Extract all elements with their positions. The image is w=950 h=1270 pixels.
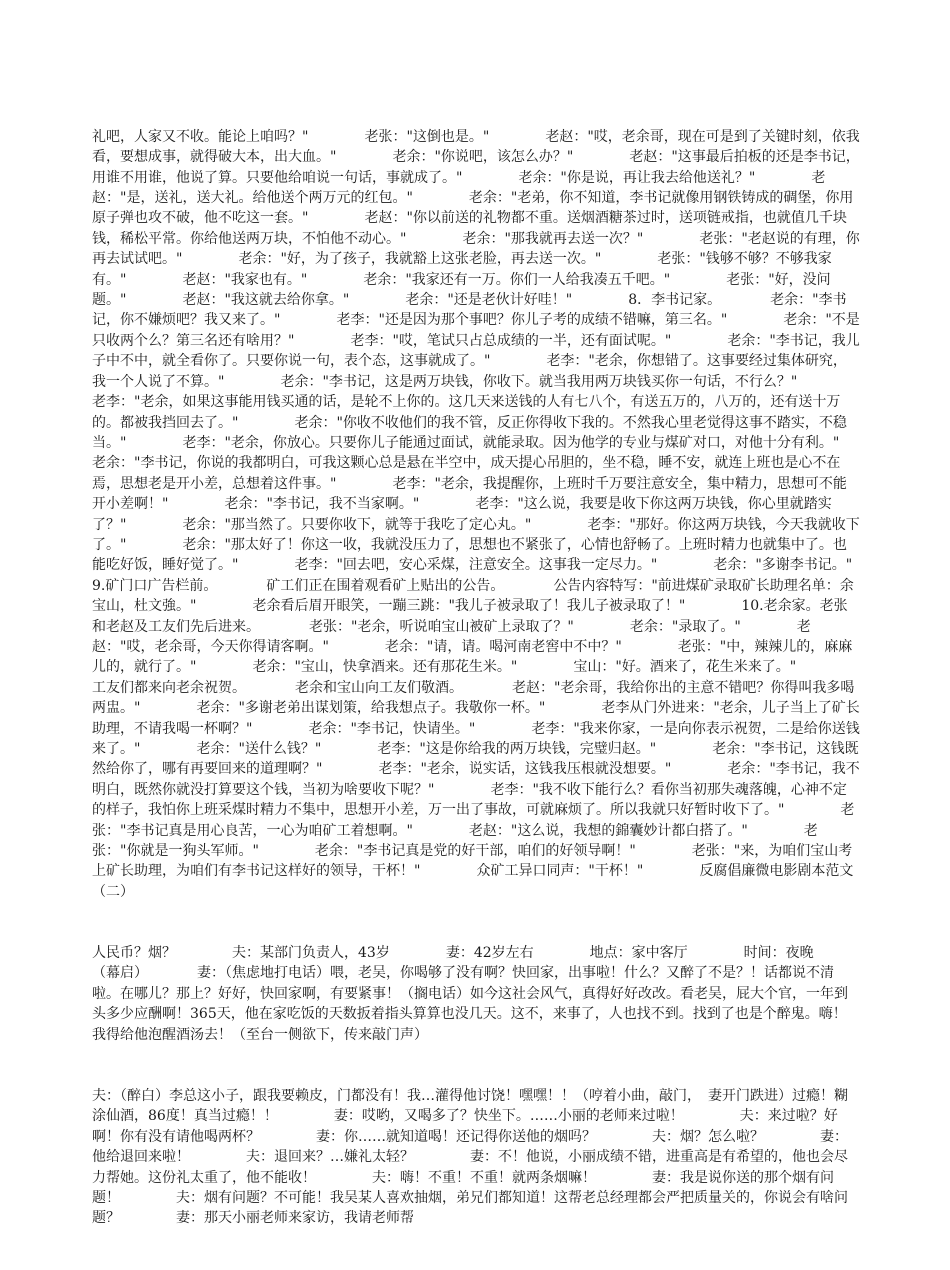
- paragraph-3: 夫：（醉白）李总这小子，跟我要赖皮，门都没有！我…灌得他讨饶！嘿嘿！！（哼着小曲，敲门， 妻开门跌进）过瘾！糊涂仙酒，86度！真当过瘾！！ 妻：哎哟，又喝多了？快坐下。……小丽的老师来过啦！ 夫：来过啦？好啊！你有没有请他喝两杯？ 妻：你……就知道喝！还记得你送他的烟吗？ 夫：烟？怎么啦？ 妻：他给退回来啦！ 夫：退回来？…嫌礼太轻？ 妻：不！他说，小丽成绩不错，进重高是有希望的，他也会尽力帮她。这份礼太重了，他不能收！ 夫：嗨！不重！不重！就两条烟嘛！ 妻：我是说你送的那个烟有问题！ 夫：烟有问题？不可能！我吴某人喜欢抽烟，弟兄们都知道！这帮老总经理都会严把质量关的，你说会有啥问题？ 妻：那天小丽老师来家访，我请老师帮: [92, 1087, 848, 1227]
- script-text: [92, 86, 909, 1227]
- paragraph-1: 礼吧，人家又不收。能论上咱吗？" 老张："这倒也是。" 老赵："哎，老余哥，现在可是到了关键时刻，依我看，要想成事，就得破大本，出大血。" 老余："你说吧，该怎么办？" 老赵："这事最后拍板的还是李书记，用谁不用谁，他说了算。只要他给咱说一句话，事就成了。" 老余："你是说，再让我去给他送礼？" 老赵："是，送礼，送大礼。给他送个两万元的红包。" 老余："老弟，你不知道，李书记就像用钢铁铸成的碉堡，你用原子弹也攻不破，他不吃这一套。" 老赵："你以前送的礼物都不重。送烟酒糖茶过时，送项链戒指，也就值几千块钱，稀松平常。你给他送两万块，不怕他不动心。" 老余："那我就再去送一次？" 老张："老赵说的有理，你再去试试吧。" 老余："好，为了孩子，我就豁上这张老脸，再去送一次。" 老张："钱够不够？不够我家有。" 老赵："我家也有。" 老余："我家还有一万。你们一人给我凑五千吧。" 老张："好，没问题。" 老赵："我这就去给你拿。" 老余："还是老伙计好哇！" 8．李书记家。 老余："李书记，你不嫌烦吧？我又来了。" 老李："还是因为那个事吧？你儿子考的成绩不错嘛，第三名。" 老余："不是只收两个么？第三名还有啥用？" 老李："哎，笔试只占总成绩的一半，还有面试呢。" 老余："李书记，我儿子中不中，就全看你了。只要你说一句，表个态，这事就成了。" 老李："老余，你想错了。这事要经过集体研究，我一个人说了不算。" 老余："李书记，这是两万块钱，你收下。就当我用两万块钱买你一句话，不行么？" 老李："老余，如果这事能用钱买通的话，是轮不上你的。这几天来送钱的人有七八个，有送五万的，八万的，还有送十万的。都被我挡回去了。" 老余："你收不收他们的我不管，反正你得收下我的。不然我心里老觉得这事不踏实，不稳当。" 老李："老余，你放心。只要你儿子能通过面试，就能录取。因为他学的专业与煤矿对口，对他十分有利。" 老余："李书记，你说的我都明白，可我这颗心总是悬在半空中，成天提心吊胆的，坐不稳，睡不安，就连上班也是心不在焉，思想老是开小差，总想着这件事。" 老李："老余，我提醒你，上班时千万要注意安全，集中精力，思想可不能开小差啊！" 老余："李书记，我不当家啊。" 老李："这么说，我要是收下你这两万块钱，你心里就踏实了？" 老余："那当然了。只要你收下，就等于我吃了定心丸。" 老李："那好。你这两万块钱，今天我就收下了。" 老余："那太好了！你这一收，我就没压力了，思想也不紧张了，心情也舒畅了。上班时精力也就集中了。也能吃好饭，睡好觉了。" 老李："回去吧，安心采煤，注意安全。这事我一定尽力。" 老余："多谢李书记。" 9.矿门口广告栏前。 矿工们正在围着观看矿上贴出的公告。 公告内容特写："前进煤矿录取矿长助理名单：余宝山，杜文強。" 老余看后眉开眼笑，一蹦三跳："我儿子被录取了！我儿子被录取了！" 10.老余家。老张和老赵及工友们先后进来。 老张："老余，听说咱宝山被矿上录取了？" 老余："录取了。" 老赵："哎，老余哥，今天你得请客啊。" 老余："请，请。喝河南老窖中不中？" 老张："中，辣辣儿的，麻麻儿的，就行了。" 老余："宝山，快拿酒来。还有那花生米。" 宝山："好。酒来了，花生米来了。" 工友们都来向老余祝贺。 老余和宝山向工友们敬酒。 老赵："老余哥，我给你出的主意不错吧？你得叫我多喝两盅。" 老余："多谢老弟出谋划策，给我想点子。我敬你一杯。" 老李从门外进来："老余，儿子当上了矿长助理，不请我喝一杯啊？" 老余："李书记，快请坐。" 老李："我来你家，一是向你表示祝贺，二是给你送钱来了。" 老余："送什么钱？" 老李："这是你给我的两万块钱，完璧归赵。" 老余："李书记，这钱既然给你了，哪有再要回来的道理啊？" 老李："老余，说实话，这钱我压根就没想要。" 老余："李书记，我不明白，既然你就没打算要这个钱，当初为啥要收下呢？" 老李："我不收下能行么？看你当初那失魂落魄，心神不定的样子，我怕你上班采煤时精力不集中，思想开小差，万一出了事故，可就麻烦了。所以我就只好暂时收下了。" 老张："李书记真是用心良苦，一心为咱矿工着想啊。" 老赵："这么说，我想的錦囊妙计都白搭了。" 老张："你就是一狗头军师。" 老余："李书记真是党的好干部，咱们的好领导啊！" 老张："来，为咱们宝山考上矿长助理，为咱们有李书记这样好的领导，干杯！" 众矿工异口同声："干杯！" 反腐倡廉微电影剧本范文（二）: [92, 128, 909, 900]
- paragraph-2: 人民币？烟？ 夫：某部门负责人，43岁 妻：42岁左右 地点：家中客厅 时间：夜晚 （幕启） 妻：（焦虑地打电话）喂，老吴，你喝够了没有啊？快回家，出事啦！什么？又醉了不是？！话都说不清啦。在哪儿？那上？好好，快回家啊，有要紧事！（搁电话）如今这社会风气，真得好好改改。看老吴，屁大个官，一年到头多少应酬啊！365天，他在家吃饭的天数扳着指头算算也没几天。这不，来事了，人也找不到。找到了也是个醉鬼。嗨！我得给他泡醒酒汤去！（至台一侧欲下，传来敲门声）: [92, 945, 870, 1043]
